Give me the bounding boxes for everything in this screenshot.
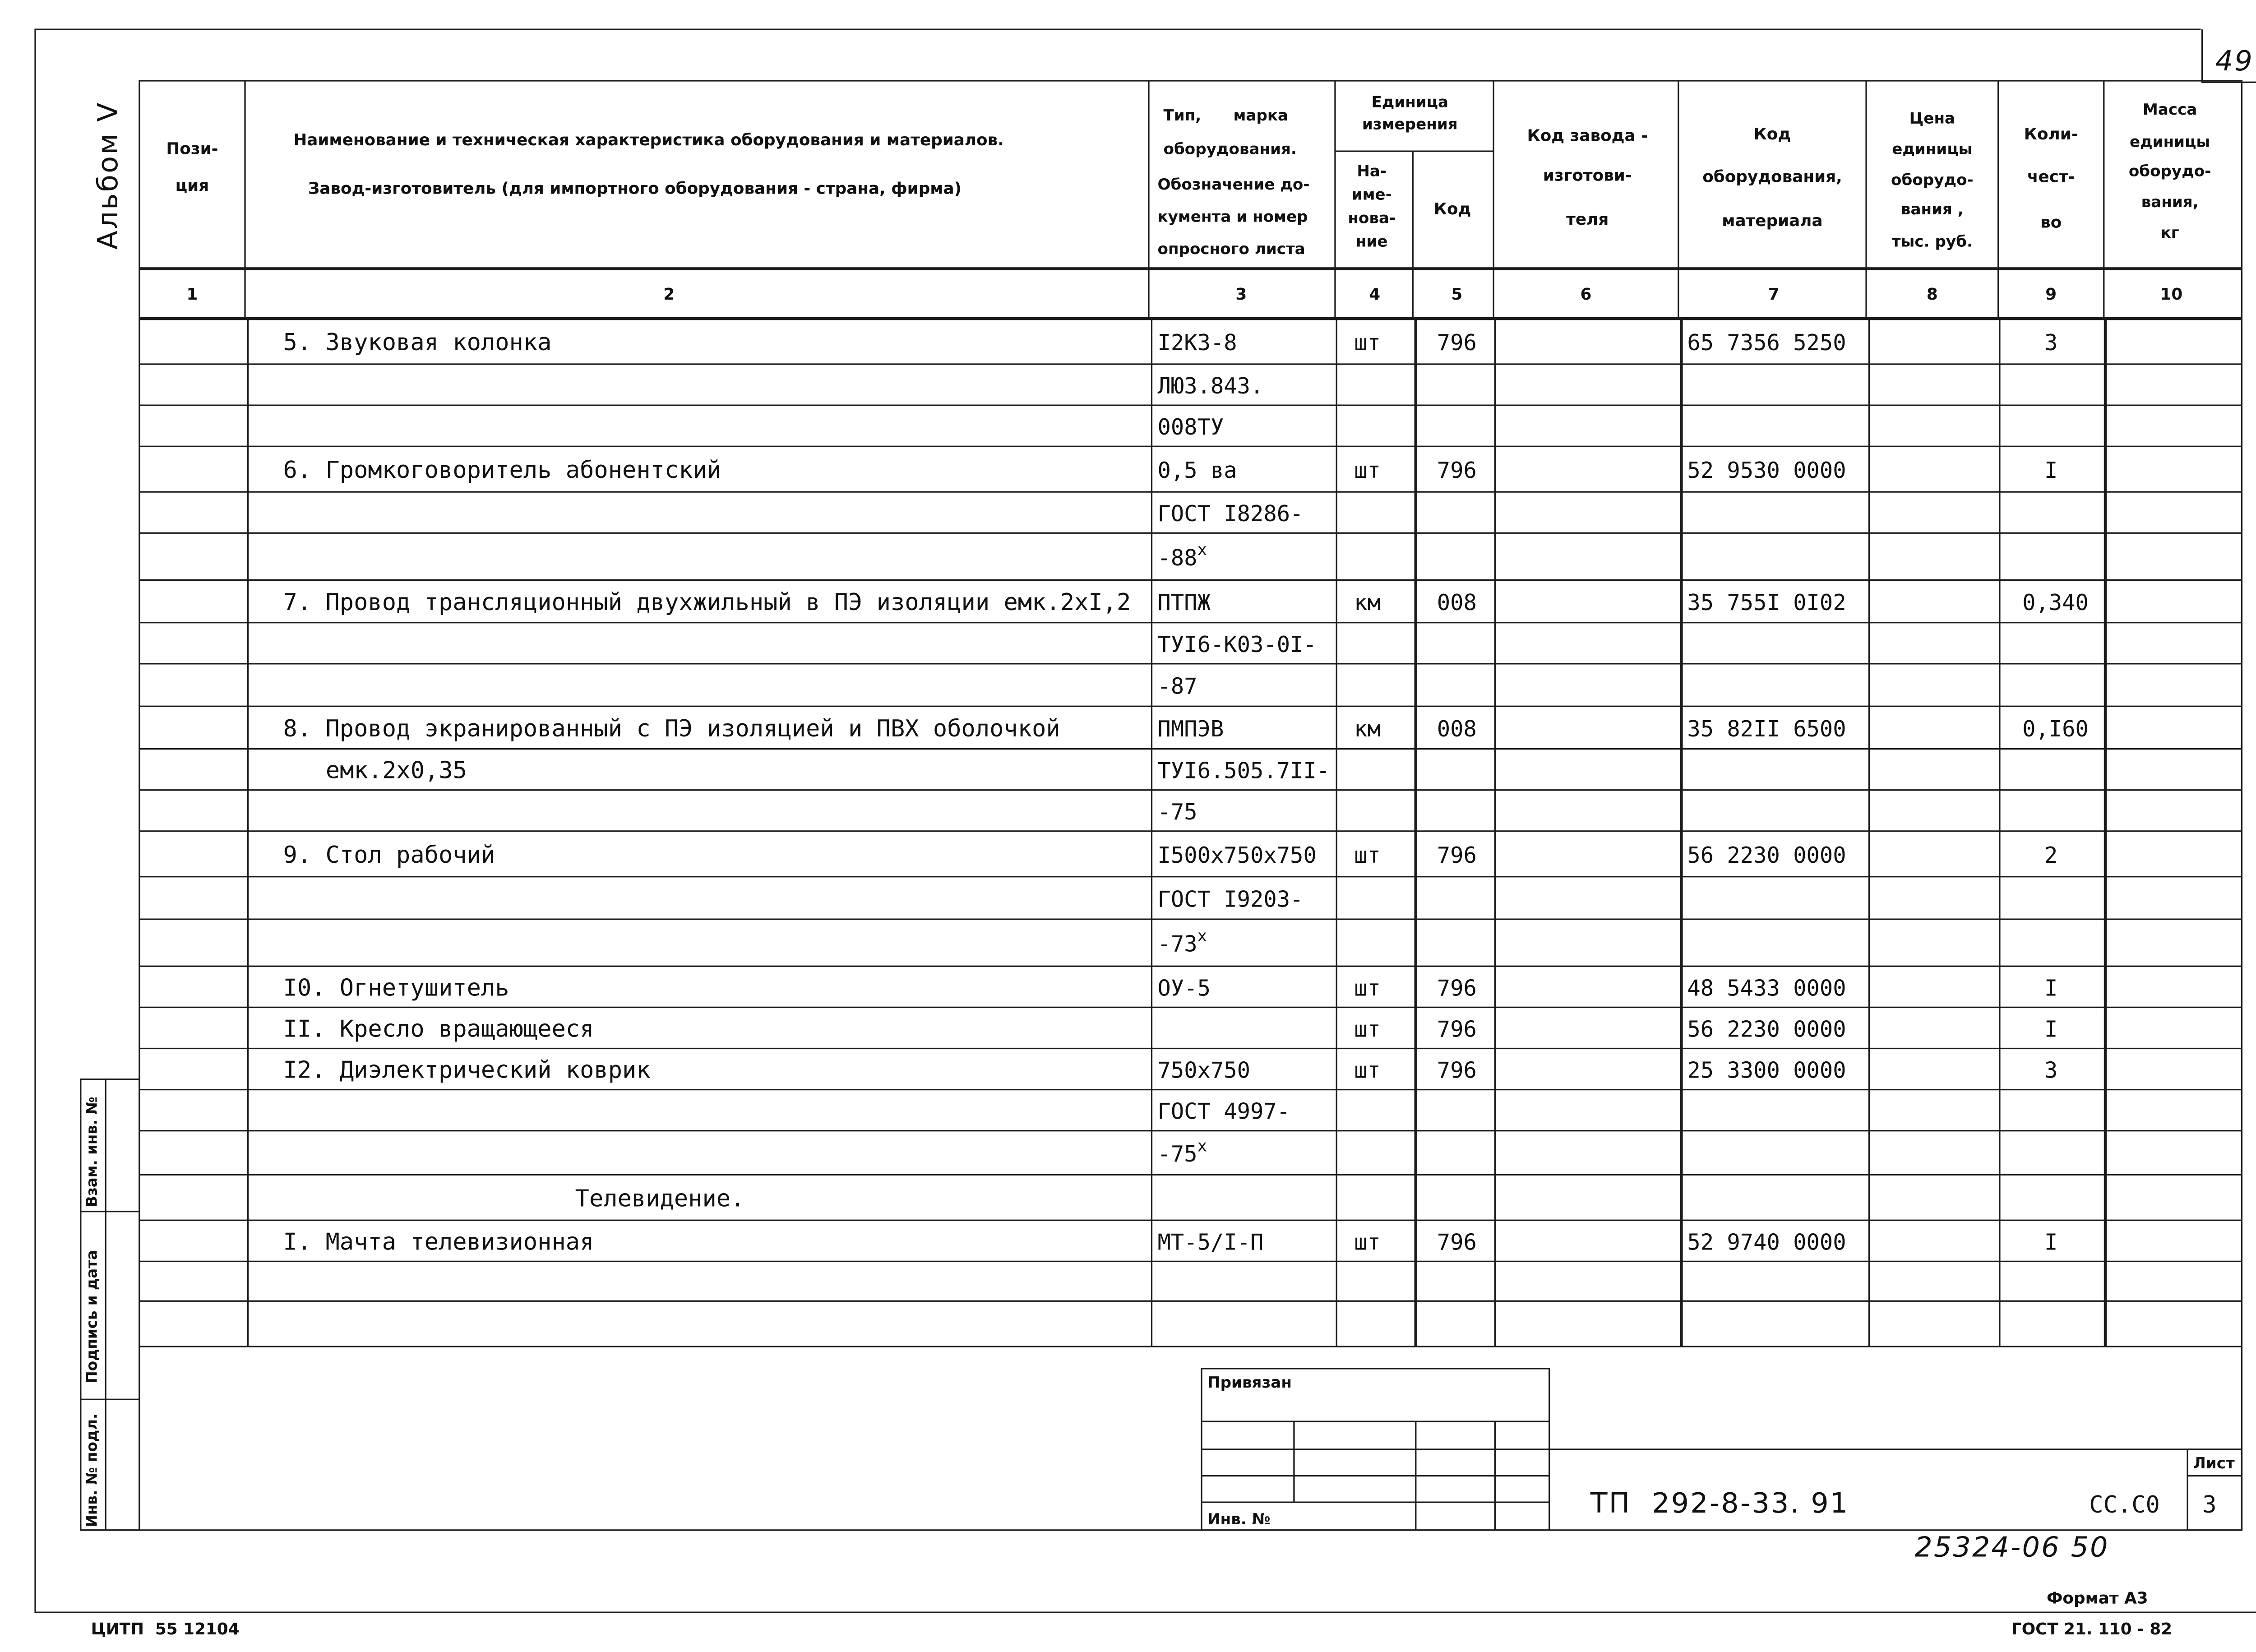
- column-number: 1: [186, 285, 198, 304]
- item-unit-code: 796: [1437, 1016, 1477, 1042]
- column-number: 7: [1768, 285, 1780, 304]
- item-unit: шт: [1354, 842, 1381, 868]
- item-quantity: 0,I60: [2022, 716, 2089, 742]
- header-equipment-code-line2: оборудования,: [1702, 167, 1842, 186]
- header-equipment-code-line1: Код: [1753, 125, 1791, 144]
- item-type-superscript: х: [1197, 926, 1207, 945]
- item-unit-code: 008: [1437, 716, 1477, 742]
- header-price-line1: Цена: [1909, 109, 1956, 128]
- header-quantity-line2: чест-: [2027, 167, 2075, 186]
- header-mass-line1: Масса: [2142, 100, 2197, 119]
- item-quantity: 3: [2044, 330, 2058, 356]
- item-unit-code: 796: [1437, 458, 1477, 484]
- column-number: 2: [663, 285, 675, 304]
- header-type-line4: кумента и номер: [1157, 208, 1308, 226]
- header-name-line2: Завод-изготовитель (для импортного оборудования - страна, фирма): [308, 179, 962, 198]
- item-type: МТ-5/I-П: [1157, 1229, 1264, 1255]
- column-number: 8: [1926, 285, 1938, 304]
- item-unit-code: 796: [1437, 1229, 1477, 1255]
- item-equipment-code: 65 7356 5250: [1687, 330, 1846, 356]
- column-number: 4: [1369, 285, 1381, 304]
- item-unit: км: [1354, 716, 1381, 742]
- header-equipment-code-line3: материала: [1722, 212, 1823, 231]
- item-type-text: -73: [1157, 931, 1197, 957]
- inv-no-label: Инв. №: [1207, 1510, 1271, 1528]
- sheet-code: СС.С0: [2089, 1491, 2160, 1518]
- item-unit-code: 796: [1437, 975, 1477, 1001]
- item-unit: шт: [1354, 1057, 1381, 1083]
- item-name: емк.2х0,35: [325, 757, 467, 784]
- item-type-superscript: х: [1197, 541, 1207, 560]
- list-label: Лист: [2193, 1454, 2235, 1473]
- column-number: 6: [1580, 285, 1592, 304]
- item-unit: шт: [1354, 458, 1381, 484]
- header-position-line2: ция: [175, 176, 209, 195]
- column-number: 3: [1235, 285, 1247, 304]
- column-number: 9: [2045, 285, 2057, 304]
- citp-label: ЦИТП 55 12104: [91, 1620, 240, 1638]
- item-equipment-code: 56 2230 0000: [1687, 842, 1846, 868]
- header-unit-code: Код: [1433, 200, 1471, 219]
- item-type: -87: [1157, 673, 1197, 699]
- side-stamp-signature-date: Подпись и дата: [83, 1250, 101, 1384]
- header-factory-code-line3: теля: [1566, 210, 1609, 229]
- header-type-line1: Тип, марка: [1163, 106, 1289, 125]
- item-unit: км: [1354, 590, 1381, 616]
- header-price-line4: вания ,: [1900, 200, 1964, 219]
- item-equipment-code: 56 2230 0000: [1687, 1016, 1846, 1042]
- item-equipment-code: 48 5433 0000: [1687, 975, 1846, 1001]
- item-name: 6. Громкоговоритель абонентский: [283, 457, 721, 484]
- page-number: 49: [2215, 45, 2254, 78]
- header-mass-line4: вания,: [2141, 193, 2199, 211]
- item-type: ЛЮЗ.843.: [1157, 373, 1264, 399]
- item-quantity: I: [2044, 1229, 2058, 1255]
- item-type: 0,5 ва: [1157, 458, 1237, 484]
- item-type: ГОСТ 4997-: [1157, 1098, 1290, 1124]
- item-name: II. Кресло вращающееся: [283, 1015, 594, 1043]
- header-quantity-line1: Коли-: [2024, 125, 2078, 144]
- header-type-line2: оборудования.: [1163, 140, 1297, 158]
- item-type: I2К3-8: [1157, 330, 1237, 356]
- header-mass-line5: кг: [2160, 224, 2179, 242]
- side-stamp-inv-original: Инв. № подл.: [83, 1413, 101, 1527]
- item-equipment-code: 25 3300 0000: [1687, 1057, 1846, 1083]
- item-quantity: 0,340: [2022, 590, 2089, 616]
- header-unit-group-line2: измерения: [1362, 115, 1458, 134]
- header-price-line3: оборудо-: [1891, 171, 1974, 190]
- item-type: 750х750: [1157, 1057, 1251, 1083]
- item-unit-code: 796: [1437, 330, 1477, 356]
- item-unit-code: 796: [1437, 1057, 1477, 1083]
- item-type: ГОСТ I8286-: [1157, 501, 1304, 527]
- item-name: I0. Огнетушитель: [283, 974, 509, 1002]
- header-mass-line2: единицы: [2129, 133, 2210, 151]
- item-name: I2. Диэлектрический коврик: [283, 1056, 651, 1084]
- item-name: Телевидение.: [575, 1185, 745, 1212]
- format-label: Формат А3: [2046, 1589, 2148, 1608]
- item-type: -75: [1157, 799, 1197, 825]
- item-equipment-code: 35 82II 6500: [1687, 716, 1846, 742]
- header-unit-name-line1: На-: [1357, 162, 1387, 180]
- item-equipment-code: 35 755I 0I02: [1687, 590, 1846, 616]
- item-unit: шт: [1354, 975, 1381, 1001]
- item-type-superscript: х: [1197, 1137, 1207, 1156]
- list-number: 3: [2202, 1491, 2217, 1518]
- item-type-text: -88: [1157, 545, 1197, 571]
- gost-label: ГОСТ 21. 110 - 82: [2011, 1620, 2173, 1638]
- header-factory-code-line2: изготови-: [1543, 166, 1632, 185]
- item-name: 9. Стол рабочий: [283, 841, 495, 869]
- item-type: ГОСТ I9203-: [1157, 886, 1304, 912]
- header-name-line1: Наименование и техническая характеристика оборудования и материалов.: [293, 131, 1004, 150]
- header-price-line2: единицы: [1892, 140, 1973, 158]
- header-unit-name-line2: име-: [1351, 185, 1392, 204]
- header-position-line1: Пози-: [166, 139, 218, 158]
- header-unit-group-line1: Единица: [1371, 93, 1449, 111]
- item-unit-code: 796: [1437, 842, 1477, 868]
- column-number: 5: [1451, 285, 1463, 304]
- handwritten-number: 25324-06 50: [1914, 1531, 2109, 1564]
- item-quantity: I: [2044, 458, 2058, 484]
- header-type-line5: опросного листа: [1157, 240, 1305, 258]
- item-type: ПТПЖ: [1157, 590, 1211, 616]
- item-unit-code: 008: [1437, 590, 1477, 616]
- item-type: ПМПЭВ: [1157, 716, 1224, 742]
- document-code: ТП 292-8-33. 91: [1590, 1486, 1849, 1519]
- item-name: 5. Звуковая колонка: [283, 329, 552, 356]
- item-type: ТУI6-К03-0I-: [1157, 631, 1317, 657]
- item-quantity: 3: [2044, 1057, 2058, 1083]
- header-type-line3: Обозначение до-: [1157, 175, 1310, 194]
- item-equipment-code: 52 9530 0000: [1687, 458, 1846, 484]
- item-type-text: -75: [1157, 1141, 1197, 1167]
- item-quantity: I: [2044, 975, 2058, 1001]
- side-stamp-replace-inv: Взам. инв. №: [83, 1097, 101, 1207]
- privyazan-label: Привязан: [1207, 1374, 1292, 1392]
- item-type: ТУI6.505.7II-: [1157, 758, 1330, 784]
- item-unit: шт: [1354, 1229, 1381, 1255]
- header-mass-line3: оборудо-: [2128, 162, 2211, 180]
- item-quantity: 2: [2044, 842, 2058, 868]
- header-price-line5: тыс. руб.: [1891, 232, 1973, 251]
- item-type: 008ТУ: [1157, 414, 1224, 440]
- item-unit: шт: [1354, 1016, 1381, 1042]
- item-unit: шт: [1354, 330, 1381, 356]
- album-label: Альбом V: [92, 101, 125, 250]
- item-name: 7. Провод трансляционный двухжильный в ПЭ изоляции емк.2хI,2: [283, 589, 1131, 616]
- item-type: I500х750х750: [1157, 842, 1317, 868]
- column-number: 10: [2160, 285, 2183, 304]
- item-quantity: I: [2044, 1016, 2058, 1042]
- header-unit-name-line3: нова-: [1348, 209, 1396, 227]
- header-quantity-line3: во: [2040, 213, 2062, 232]
- header-unit-name-line4: ние: [1355, 232, 1388, 251]
- item-name: 8. Провод экранированный с ПЭ изоляцией и ПВХ оболочкой: [283, 715, 1060, 742]
- item-name: I. Мачта телевизионная: [283, 1228, 594, 1256]
- header-factory-code-line1: Код завода -: [1527, 126, 1648, 145]
- item-equipment-code: 52 9740 0000: [1687, 1229, 1846, 1255]
- item-type: ОУ-5: [1157, 975, 1211, 1001]
